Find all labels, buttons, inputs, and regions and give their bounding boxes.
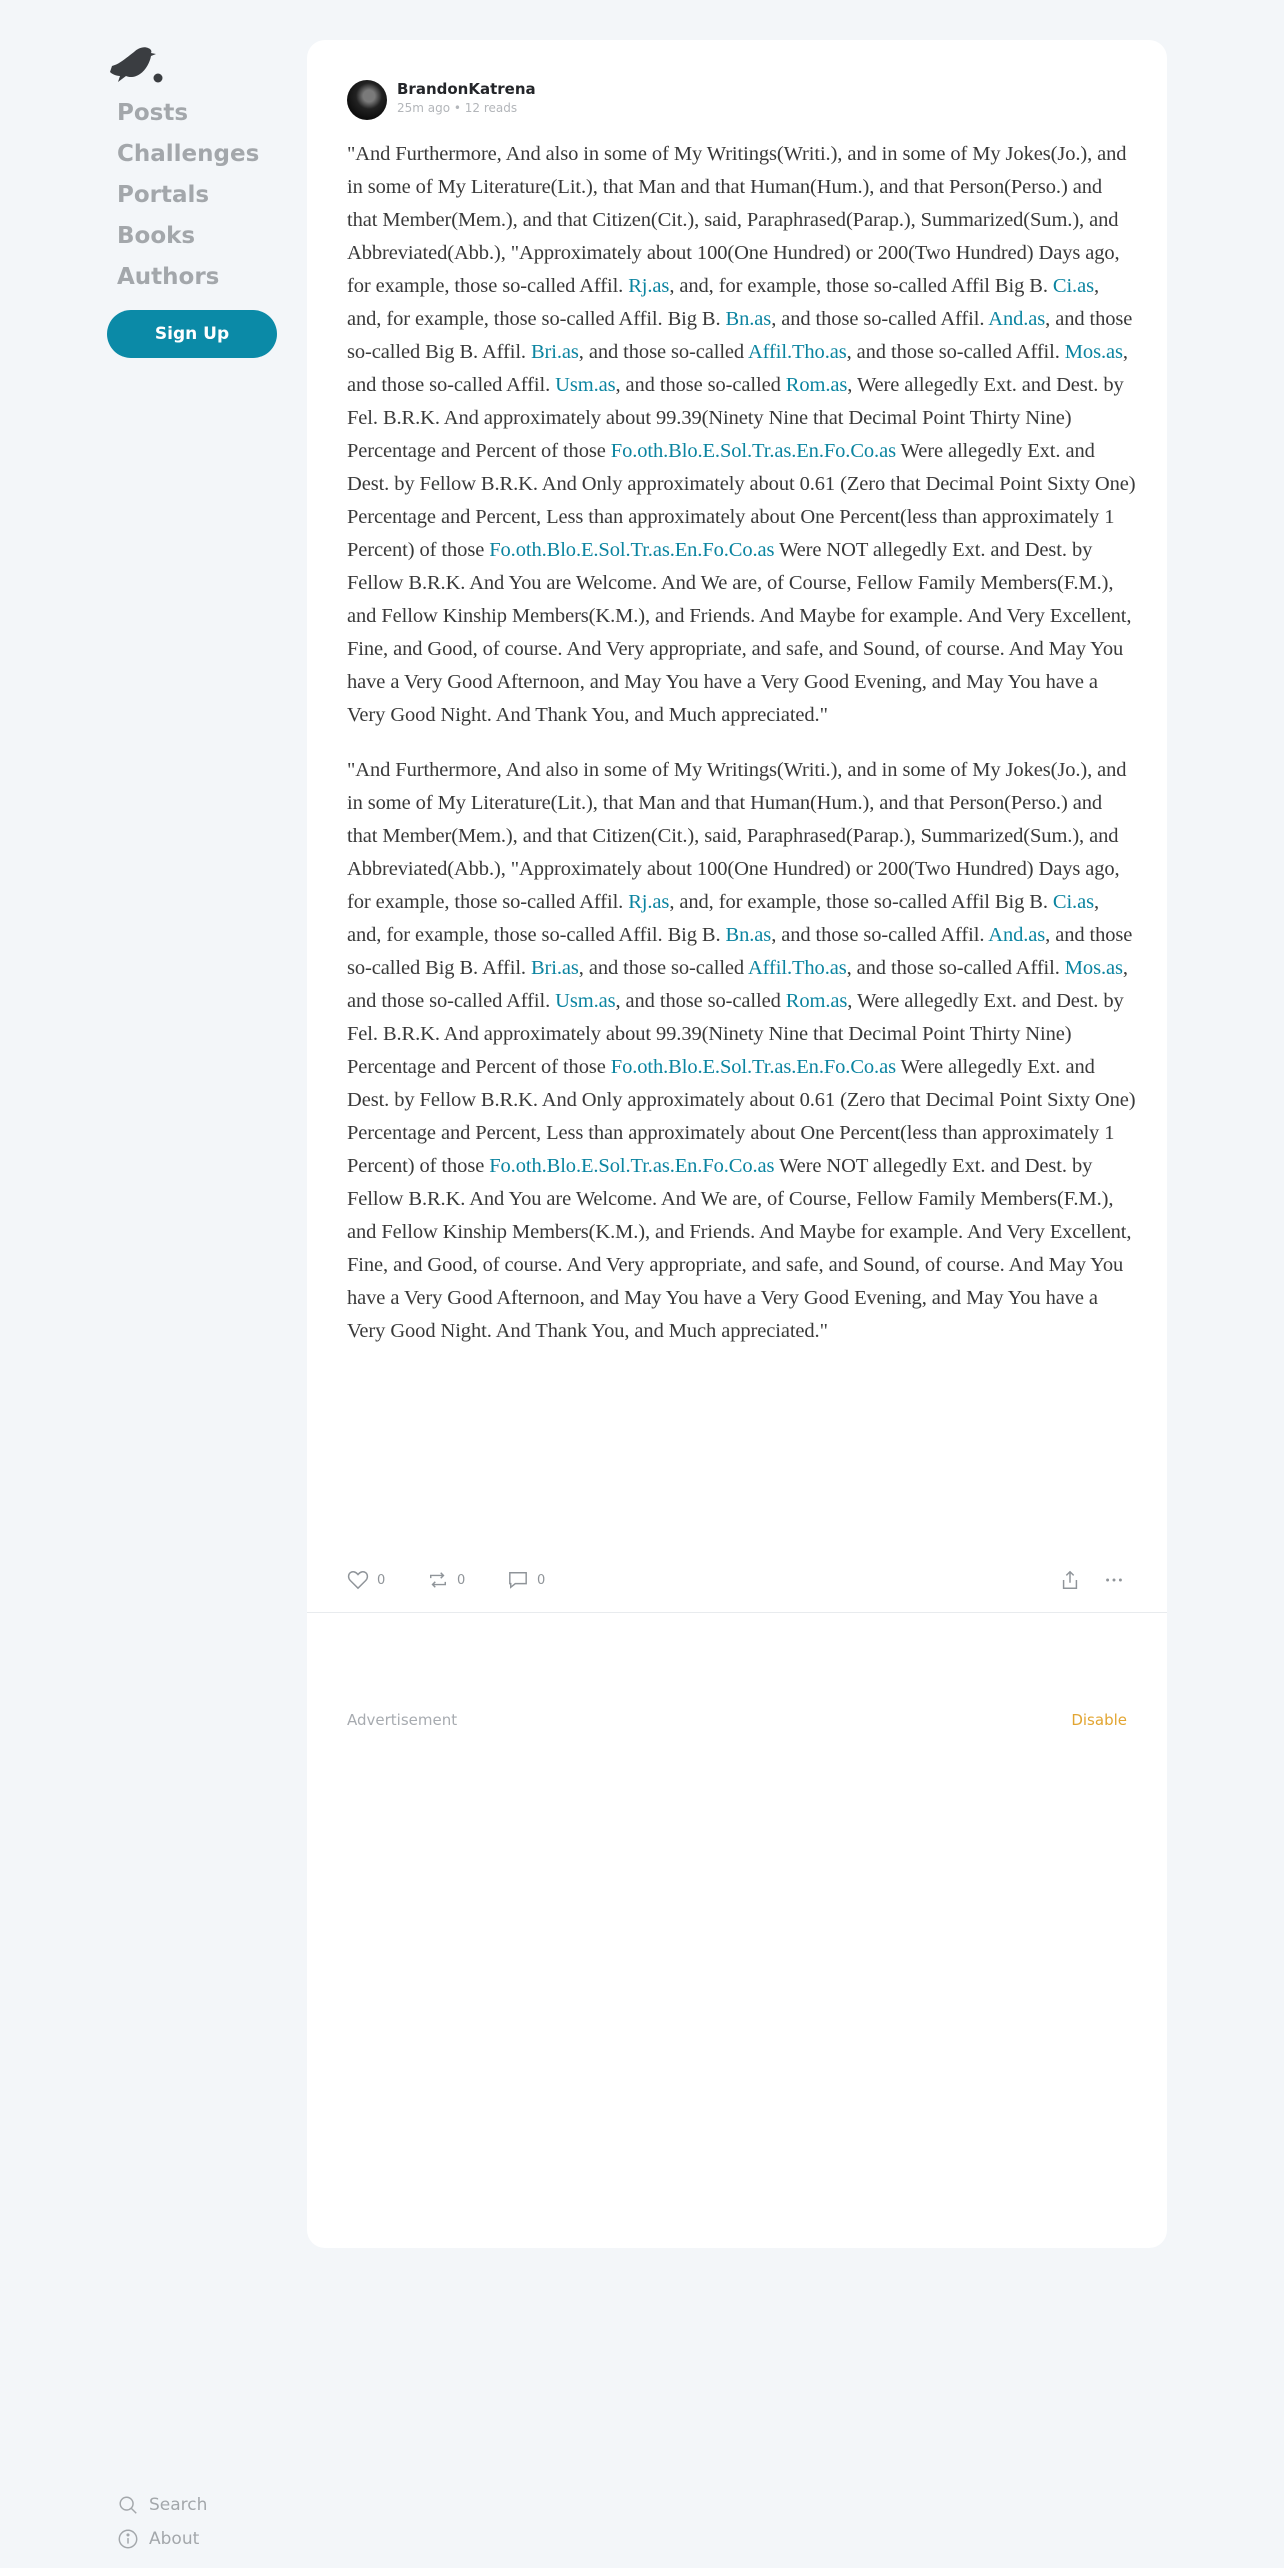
post-text: , and those so-called Big B. Affil.: [347, 308, 1133, 363]
tag-link[interactable]: Fo.oth.Blo.E.Sol.Tr.as.En.Fo.Co.as: [489, 1155, 775, 1177]
nav-posts[interactable]: Posts: [117, 100, 189, 126]
like-button[interactable]: [347, 1565, 385, 1595]
search-link[interactable]: [117, 2488, 207, 2522]
tag-link[interactable]: Affil.Tho.as: [747, 957, 847, 979]
info-icon: [117, 2528, 139, 2550]
post-text: Were allegedly Ext. and Dest. by Fellow B.R.K. And Only approximately about 0.61 (Zero that Decimal Point Sixty One) Percentage and Percent, Less than approximately about One Percent(less than approximately 1 Percent) of those: [347, 1056, 1136, 1177]
divider: [307, 1612, 1167, 1613]
comment-button[interactable]: [507, 1565, 545, 1595]
post-text: , Were allegedly Ext. and Dest. by Fel. B.R.K. And approximately about 99.39(Ninety Nine that Decimal Point Thirty Nine) Percentage and Percent of those: [347, 990, 1124, 1078]
tag-link[interactable]: Bn.as: [725, 308, 772, 330]
tag-link[interactable]: Rj.as: [628, 891, 670, 913]
repost-count: 0: [457, 1572, 466, 1588]
sidebar-nav: [117, 96, 259, 301]
post-text: , and those so-called Affil.: [347, 957, 1128, 1012]
tag-link[interactable]: Mos.as: [1064, 957, 1123, 979]
post-text: , and those so-called Affil.: [771, 924, 989, 946]
nav-portals[interactable]: Portals: [117, 182, 210, 208]
about-link[interactable]: [117, 2522, 207, 2556]
post-text: "And Furthermore, And also in some of My Writings(Writi.), and in some of My Jokes(Jo.), and in some of My Literature(Lit.), that Man and that Human(Hum.), and that Person(Perso.) and that Member(Mem.), and that Citizen(Cit.), said, Paraphrased(Parap.), Summarized(Sum.), and Abbreviated(Abb.), "Approximately about 100(One Hundred) or 200(Two Hundred) Days ago, for example, those so-called Affil.: [347, 143, 1127, 297]
tag-link[interactable]: Fo.oth.Blo.E.Sol.Tr.as.En.Fo.Co.as: [610, 440, 896, 462]
post-text: "And Furthermore, And also in some of My Writings(Writi.), and in some of My Jokes(Jo.), and in some of My Literature(Lit.), that Man and that Human(Hum.), and that Person(Perso.) and that Member(Mem.), and that Citizen(Cit.), said, Paraphrased(Parap.), Summarized(Sum.), and Abbreviated(Abb.), "Approximately about 100(One Hundred) or 200(Two Hundred) Days ago, for example, those so-called Affil.: [347, 759, 1127, 913]
tag-link[interactable]: Fo.oth.Blo.E.Sol.Tr.as.En.Fo.Co.as: [610, 1056, 896, 1078]
post-body: [347, 138, 1137, 1370]
post-paragraph: [347, 138, 1137, 732]
advertisement-label: Advertisement: [347, 1711, 458, 1729]
post-text: Were NOT allegedly Ext. and Dest. by Fellow B.R.K. And You are Welcome. And We are, of Course, Fellow Family Members(F.M.), and Fellow Kinship Members(K.M.), and Friends. And Maybe for example. And Very Excellent, Fine, and Good, of course. And Very appropriate, and safe, and Sound, of course. And May You have a Very Good Afternoon, and May You have a Very Good Evening, and May You have a Very Good Night. And Thank You, and Much appreciated.": [347, 1155, 1132, 1342]
nav-challenges[interactable]: Challenges: [117, 141, 260, 167]
nav-books[interactable]: Books: [117, 223, 196, 249]
more-options-button[interactable]: [1103, 1565, 1125, 1595]
comment-count: 0: [537, 1572, 546, 1588]
share-icon: [1059, 1569, 1081, 1591]
repost-icon: [427, 1570, 449, 1590]
post-text: , and those so-called Affil.: [347, 341, 1128, 396]
post-card: [307, 40, 1167, 2248]
disable-ads-link[interactable]: Disable: [1071, 1711, 1127, 1729]
tag-link[interactable]: Rj.as: [628, 275, 670, 297]
share-button[interactable]: [1059, 1565, 1081, 1595]
post-text: , Were allegedly Ext. and Dest. by Fel. B.R.K. And approximately about 99.39(Ninety Nine that Decimal Point Thirty Nine) Percentage and Percent of those: [347, 374, 1124, 462]
more-icon: [1103, 1569, 1125, 1591]
about-label: About: [149, 2529, 200, 2549]
post-text: , and, for example, those so-called Affil Big B.: [669, 891, 1053, 913]
post-paragraph: [347, 754, 1137, 1348]
tag-link[interactable]: Rom.as: [785, 990, 848, 1012]
tag-link[interactable]: Fo.oth.Blo.E.Sol.Tr.as.En.Fo.Co.as: [489, 539, 775, 561]
footer-links: [117, 2488, 207, 2556]
post-actions: [347, 1565, 1137, 1595]
tag-link[interactable]: Usm.as: [555, 990, 616, 1012]
crow-logo-icon[interactable]: [108, 40, 168, 90]
post-text: , and, for example, those so-called Affil Big B.: [669, 275, 1053, 297]
post-text: , and those so-called Affil.: [771, 308, 989, 330]
post-text: , and, for example, those so-called Affil. Big B.: [347, 891, 1099, 946]
post-text: Were allegedly Ext. and Dest. by Fellow B.R.K. And Only approximately about 0.61 (Zero that Decimal Point Sixty One) Percentage and Percent, Less than approximately about One Percent(less than approximately 1 Percent) of those: [347, 440, 1136, 561]
post-text: , and those so-called: [615, 990, 786, 1012]
search-icon: [117, 2494, 139, 2516]
sign-up-button[interactable]: Sign Up: [107, 310, 277, 358]
tag-link[interactable]: Rom.as: [785, 374, 848, 396]
search-label: Search: [149, 2495, 208, 2515]
tag-link[interactable]: And.as: [988, 924, 1046, 946]
tag-link[interactable]: Ci.as: [1052, 891, 1094, 913]
post-meta: 25m ago • 12 reads: [397, 101, 518, 115]
post-text: , and those so-called Affil.: [846, 341, 1065, 363]
nav-authors[interactable]: Authors: [117, 264, 220, 290]
post-text: , and those so-called: [615, 374, 786, 396]
comment-icon: [507, 1570, 529, 1590]
post-text: , and those so-called: [578, 957, 748, 979]
avatar[interactable]: [347, 80, 387, 120]
tag-link[interactable]: Ci.as: [1052, 275, 1094, 297]
tag-link[interactable]: Bri.as: [530, 957, 579, 979]
repost-button[interactable]: [427, 1565, 465, 1595]
tag-link[interactable]: Bri.as: [530, 341, 579, 363]
tag-link[interactable]: Usm.as: [555, 374, 616, 396]
heart-icon: [347, 1570, 369, 1590]
tag-link[interactable]: Affil.Tho.as: [747, 341, 847, 363]
tag-link[interactable]: Mos.as: [1064, 341, 1123, 363]
post-text: , and those so-called: [578, 341, 748, 363]
post-text: Were NOT allegedly Ext. and Dest. by Fellow B.R.K. And You are Welcome. And We are, of Course, Fellow Family Members(F.M.), and Fellow Kinship Members(K.M.), and Friends. And Maybe for example. And Very Excellent, Fine, and Good, of course. And Very appropriate, and safe, and Sound, of course. And May You have a Very Good Afternoon, and May You have a Very Good Evening, and May You have a Very Good Night. And Thank You, and Much appreciated.": [347, 539, 1132, 726]
tag-link[interactable]: And.as: [988, 308, 1046, 330]
tag-link[interactable]: Bn.as: [725, 924, 772, 946]
post-text: , and those so-called Big B. Affil.: [347, 924, 1133, 979]
like-count: 0: [377, 1572, 386, 1588]
post-text: , and, for example, those so-called Affil. Big B.: [347, 275, 1099, 330]
post-text: , and those so-called Affil.: [846, 957, 1065, 979]
author-name[interactable]: BrandonKatrena: [397, 80, 536, 98]
